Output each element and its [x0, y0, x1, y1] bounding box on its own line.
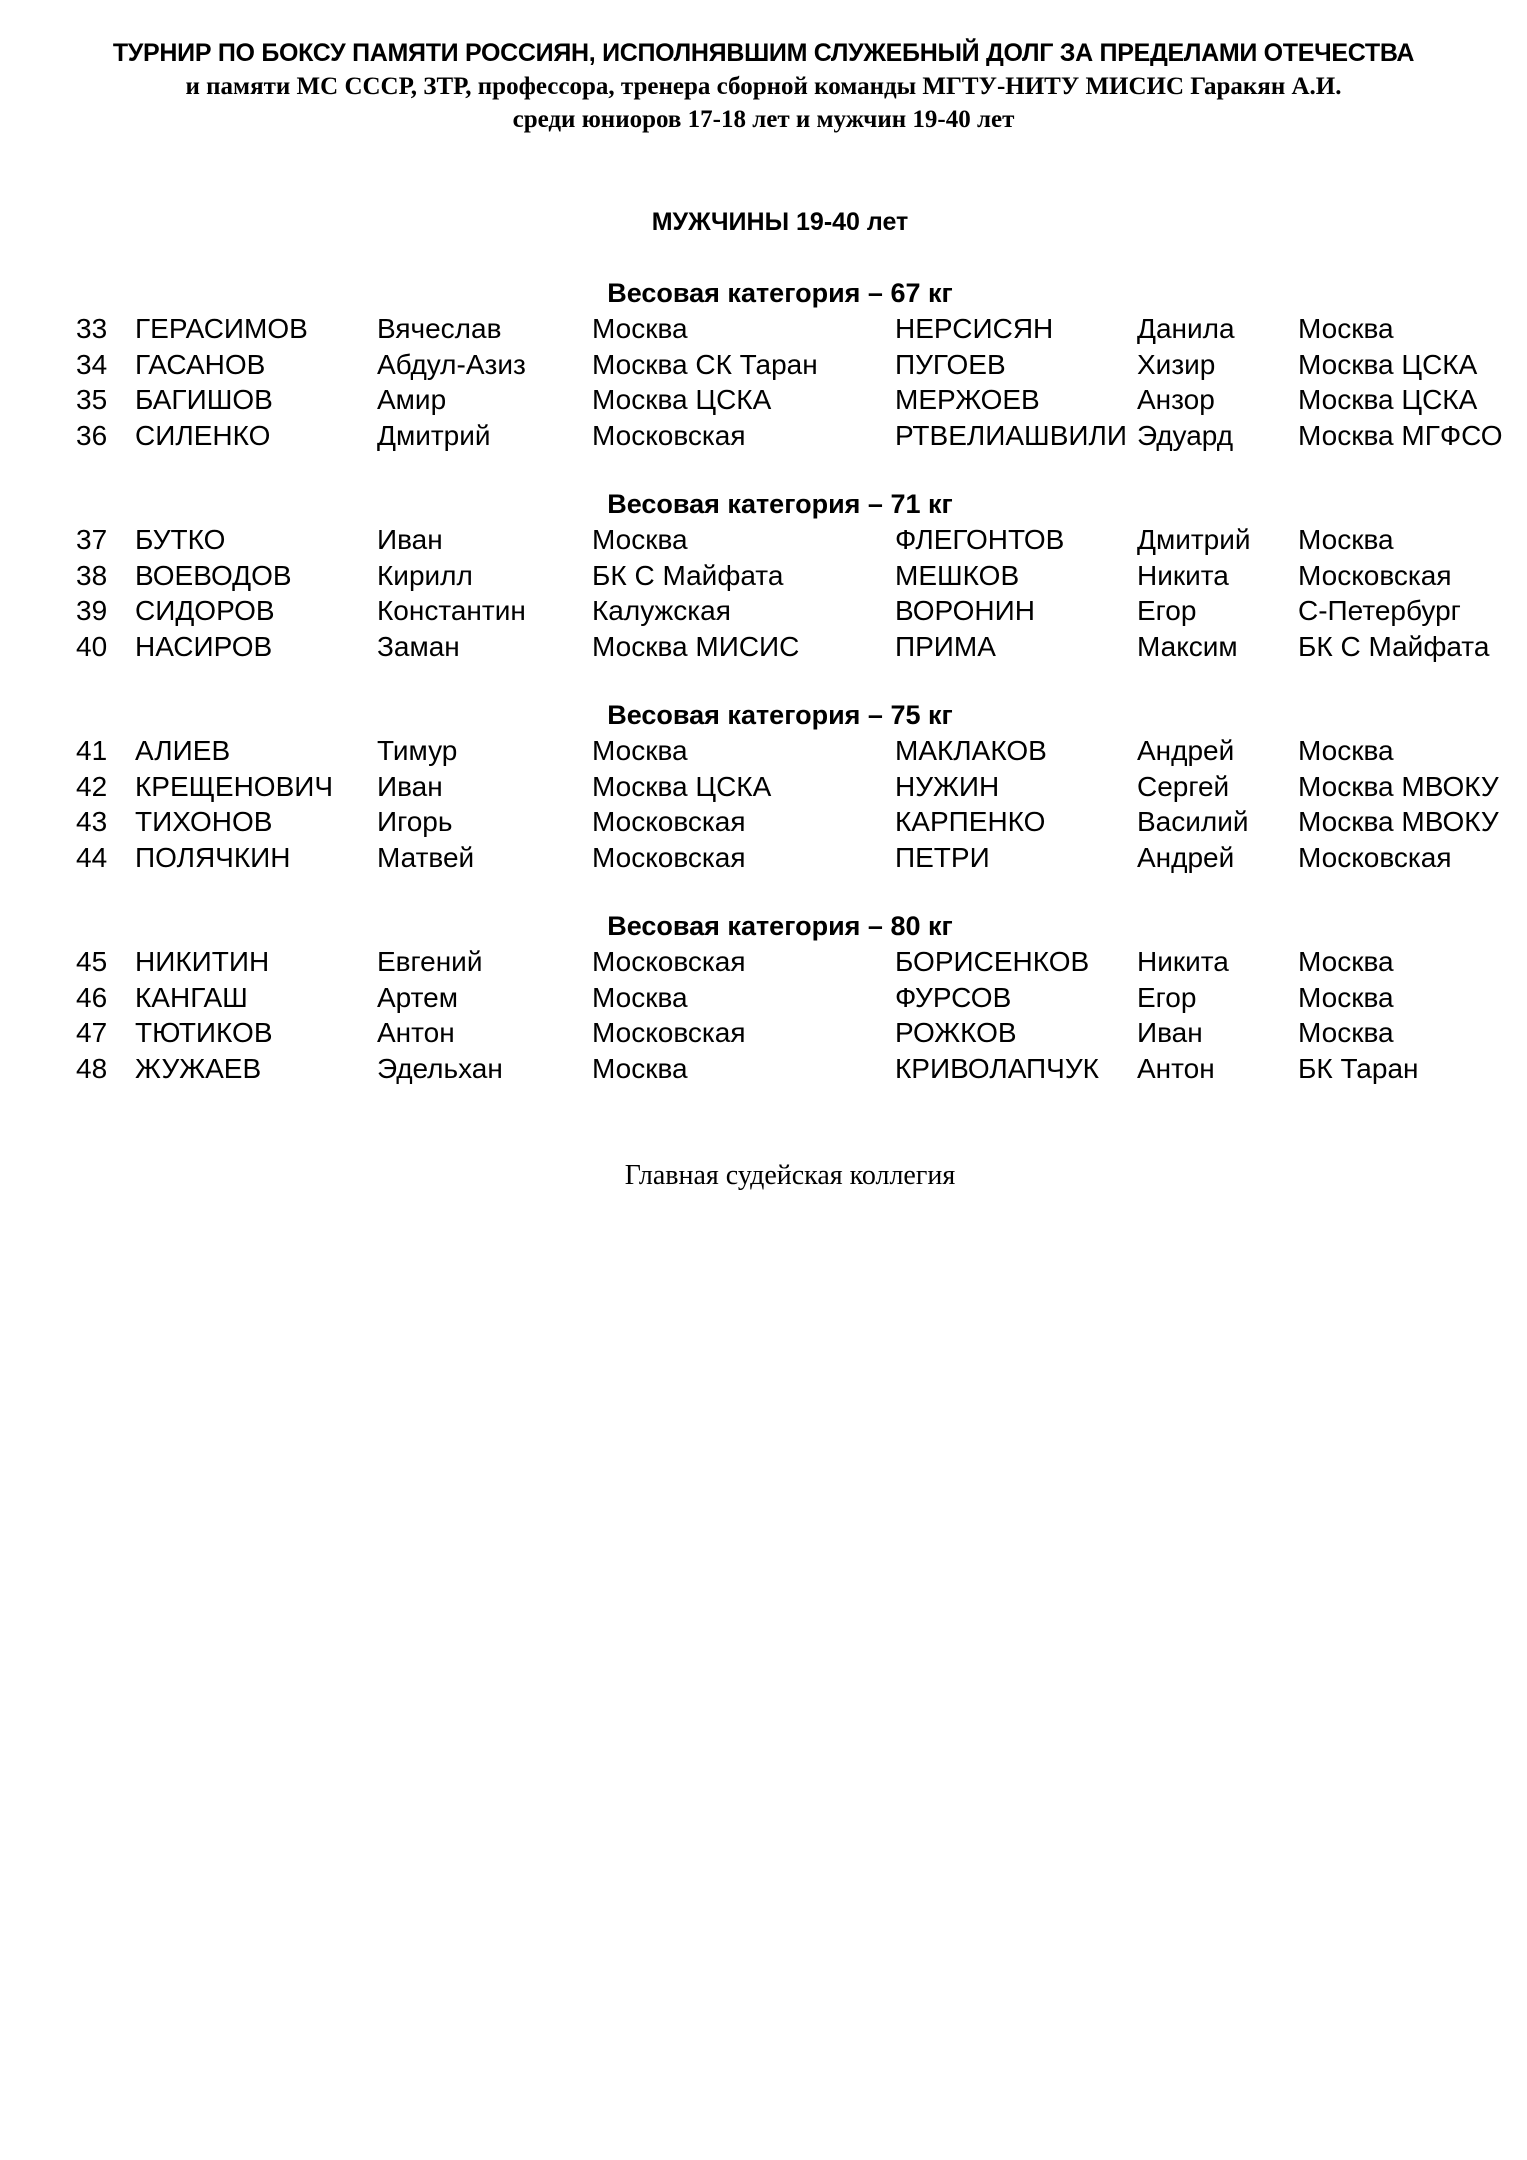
red-corner-name: Евгений	[377, 946, 483, 977]
red-corner-surname: КАНГАШ	[135, 981, 248, 1013]
weight-category-title: Весовая категория – 75 кг	[607, 700, 953, 730]
blue-corner-name: Данила	[1137, 313, 1235, 344]
red-corner-surname: АЛИЕВ	[135, 735, 231, 766]
blue-corner-name: Егор	[1137, 981, 1197, 1013]
weight-categories	[0, 275, 1527, 1119]
bout-number: 34	[76, 348, 108, 380]
weight-category	[0, 275, 1527, 453]
blue-corner-name: Антон	[1137, 1052, 1215, 1084]
red-corner-club: Московская	[592, 419, 746, 451]
red-corner-club: Москва	[592, 735, 688, 766]
red-corner-name: Иван	[377, 524, 443, 555]
red-corner-surname: СИДОРОВ	[135, 595, 275, 626]
red-corner-club: Москва	[592, 313, 688, 344]
bout-number: 46	[76, 981, 108, 1013]
blue-corner-name: Никита	[1137, 946, 1229, 977]
bout-row	[0, 347, 1527, 383]
bout-number: 35	[76, 384, 108, 415]
blue-corner-club: Москва МГФСО	[1298, 419, 1503, 451]
bout-number: 48	[76, 1052, 108, 1084]
bout-row	[0, 769, 1527, 805]
blue-corner-club: Москва	[1298, 946, 1394, 977]
bout-row	[0, 804, 1527, 840]
blue-corner-surname: РТВЕЛИАШВИЛИ	[895, 419, 1128, 451]
red-corner-surname: БУТКО	[135, 524, 226, 555]
tournament-dedication: и памяти МС СССР, ЗТР, профессора, тренера сборной команды МГТУ-НИТУ МИСИС Гаракян А.И.	[185, 73, 1342, 100]
blue-corner-name: Максим	[1137, 630, 1238, 662]
bout-number: 33	[76, 313, 108, 344]
red-corner-surname: БАГИШОВ	[135, 384, 273, 415]
red-corner-club: Калужская	[592, 595, 731, 626]
blue-corner-club: Москва	[1298, 981, 1394, 1013]
bout-row	[0, 1051, 1527, 1087]
red-corner-surname: ЖУЖАЕВ	[135, 1052, 262, 1084]
red-corner-club: Москва МИСИС	[592, 630, 800, 662]
weight-category	[0, 908, 1527, 1086]
bout-row	[0, 382, 1527, 418]
blue-corner-club: Москва	[1298, 1017, 1394, 1048]
tournament-title: ТУРНИР ПО БОКСУ ПАМЯТИ РОССИЯН, ИСПОЛНЯВШИМ СЛУЖЕБНЫЙ ДОЛГ ЗА ПРЕДЕЛАМИ ОТЕЧЕСТВА	[112, 39, 1415, 67]
red-corner-name: Иван	[377, 770, 443, 802]
blue-corner-surname: ФЛЕГОНТОВ	[895, 524, 1065, 555]
bout-number: 38	[76, 559, 108, 591]
blue-corner-surname: БОРИСЕНКОВ	[895, 946, 1090, 977]
blue-corner-name: Иван	[1137, 1017, 1203, 1048]
red-corner-club: Московская	[592, 1017, 746, 1048]
blue-corner-surname: ВОРОНИН	[895, 595, 1035, 626]
bout-row	[0, 840, 1527, 876]
blue-corner-name: Василий	[1137, 806, 1249, 837]
blue-corner-surname: МАКЛАКОВ	[895, 735, 1047, 766]
red-corner-name: Тимур	[377, 735, 458, 766]
bout-row	[0, 944, 1527, 980]
red-corner-surname: ТИХОНОВ	[135, 806, 273, 837]
weight-category	[0, 486, 1527, 664]
blue-corner-club: Москва МВОКУ	[1298, 770, 1499, 802]
blue-corner-name: Эдуард	[1137, 419, 1234, 451]
judges-panel-signature: Главная судейская коллегия	[624, 1160, 956, 1191]
red-corner-name: Дмитрий	[377, 419, 491, 451]
blue-corner-club: С-Петербург	[1298, 595, 1461, 626]
red-corner-surname: ВОЕВОДОВ	[135, 559, 292, 591]
blue-corner-surname: МЕРЖОЕВ	[895, 384, 1040, 415]
blue-corner-surname: ПРИМА	[895, 630, 996, 662]
blue-corner-surname: ПЕТРИ	[895, 841, 990, 873]
bout-number: 45	[76, 946, 108, 977]
red-corner-name: Кирилл	[377, 559, 473, 591]
bout-number: 41	[76, 735, 108, 766]
red-corner-name: Амир	[377, 384, 447, 415]
blue-corner-name: Андрей	[1137, 841, 1235, 873]
red-corner-club: Москва	[592, 981, 688, 1013]
red-corner-name: Константин	[377, 595, 526, 626]
bout-row	[0, 593, 1527, 629]
blue-corner-club: БК С Майфата	[1298, 630, 1490, 662]
red-corner-surname: НИКИТИН	[135, 946, 270, 977]
red-corner-surname: КРЕЩЕНОВИЧ	[135, 770, 334, 802]
red-corner-surname: ТЮТИКОВ	[135, 1017, 273, 1048]
bout-number: 37	[76, 524, 108, 555]
weight-category-title: Весовая категория – 67 кг	[607, 278, 953, 308]
blue-corner-name: Дмитрий	[1137, 524, 1251, 555]
blue-corner-club: Москва	[1298, 524, 1394, 555]
blue-corner-surname: РОЖКОВ	[895, 1017, 1017, 1048]
blue-corner-club: Москва ЦСКА	[1298, 384, 1478, 415]
bout-row	[0, 1015, 1527, 1051]
bout-row	[0, 558, 1527, 594]
red-corner-name: Абдул-Азиз	[377, 348, 526, 380]
blue-corner-club: Москва МВОКУ	[1298, 806, 1499, 837]
bout-number: 36	[76, 419, 108, 451]
red-corner-name: Вячеслав	[377, 313, 502, 344]
red-corner-surname: НАСИРОВ	[135, 630, 273, 662]
weight-category-title: Весовая категория – 71 кг	[607, 489, 953, 519]
bout-row	[0, 980, 1527, 1016]
red-corner-name: Эдельхан	[377, 1052, 503, 1084]
blue-corner-surname: НУЖИН	[895, 770, 1000, 802]
blue-corner-club: Москва	[1298, 735, 1394, 766]
blue-corner-name: Егор	[1137, 595, 1197, 626]
blue-corner-club: Москва ЦСКА	[1298, 348, 1478, 380]
red-corner-surname: СИЛЕНКО	[135, 419, 271, 451]
red-corner-name: Антон	[377, 1017, 455, 1048]
red-corner-club: Московская	[592, 841, 746, 873]
red-corner-surname: ГЕРАСИМОВ	[135, 313, 308, 344]
bout-number: 40	[76, 630, 108, 662]
red-corner-name: Артем	[377, 981, 458, 1013]
red-corner-name: Заман	[377, 630, 460, 662]
bout-number: 44	[76, 841, 108, 873]
red-corner-name: Игорь	[377, 806, 453, 837]
red-corner-club: Москва	[592, 524, 688, 555]
blue-corner-club: Московская	[1298, 559, 1452, 591]
document-header	[0, 36, 1527, 136]
bout-number: 43	[76, 806, 108, 837]
red-corner-club: Московская	[592, 946, 746, 977]
bout-row	[0, 733, 1527, 769]
bout-row	[0, 522, 1527, 558]
blue-corner-name: Андрей	[1137, 735, 1235, 766]
blue-corner-surname: ПУГОЕВ	[895, 348, 1006, 380]
bout-row	[0, 629, 1527, 665]
red-corner-club: Москва ЦСКА	[592, 384, 772, 415]
blue-corner-surname: КРИВОЛАПЧУК	[895, 1052, 1099, 1084]
blue-corner-name: Никита	[1137, 559, 1229, 591]
red-corner-club: Москва СК Таран	[592, 348, 818, 380]
red-corner-surname: ПОЛЯЧКИН	[135, 841, 291, 873]
blue-corner-surname: ФУРСОВ	[895, 981, 1012, 1013]
red-corner-club: Московская	[592, 806, 746, 837]
blue-corner-surname: НЕРСИСЯН	[895, 313, 1054, 344]
blue-corner-club: Московская	[1298, 841, 1452, 873]
bout-number: 47	[76, 1017, 108, 1048]
red-corner-club: БК С Майфата	[592, 559, 784, 591]
red-corner-name: Матвей	[377, 841, 475, 873]
blue-corner-name: Анзор	[1137, 384, 1215, 415]
blue-corner-surname: КАРПЕНКО	[895, 806, 1046, 837]
bout-row	[0, 418, 1527, 454]
bout-row	[0, 311, 1527, 347]
red-corner-surname: ГАСАНОВ	[135, 348, 266, 380]
bout-number: 42	[76, 770, 108, 802]
section-title: МУЖЧИНЫ 19-40 лет	[651, 208, 909, 236]
weight-category	[0, 697, 1527, 875]
red-corner-club: Москва	[592, 1052, 688, 1084]
blue-corner-name: Хизир	[1137, 348, 1216, 380]
bout-number: 39	[76, 595, 108, 626]
blue-corner-club: Москва	[1298, 313, 1394, 344]
weight-category-title: Весовая категория – 80 кг	[607, 911, 953, 941]
tournament-age-groups: среди юниоров 17-18 лет и мужчин 19-40 лет	[512, 106, 1015, 133]
blue-corner-name: Сергей	[1137, 770, 1230, 802]
blue-corner-surname: МЕШКОВ	[895, 559, 1020, 591]
red-corner-club: Москва ЦСКА	[592, 770, 772, 802]
blue-corner-club: БК Таран	[1298, 1052, 1419, 1084]
